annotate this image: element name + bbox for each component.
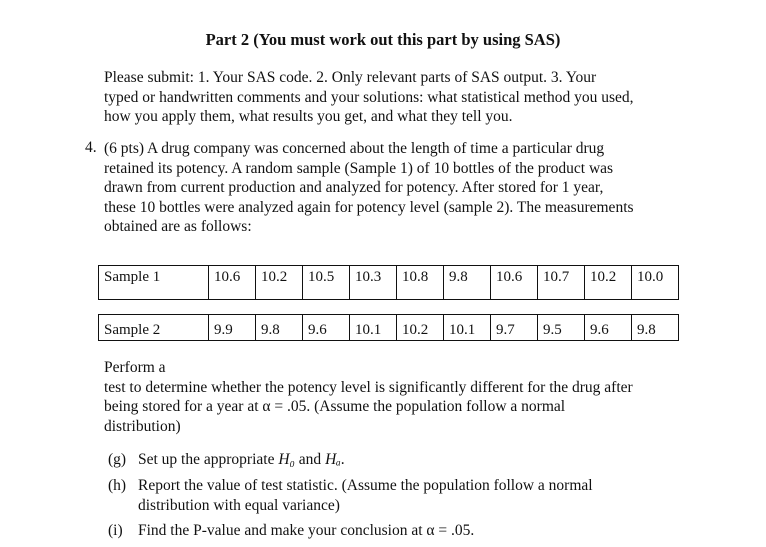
table-cell: 10.6 [209, 266, 256, 300]
problem-line: obtained are as follows: [104, 218, 252, 236]
table-cell: 10.5 [303, 266, 350, 300]
part-g [108, 450, 668, 470]
table-cell: 10.0 [632, 266, 679, 300]
table-cell: 10.6 [491, 266, 538, 300]
part-tag: (h) [108, 477, 127, 494]
question-number: 4. [85, 139, 97, 156]
section-heading: Part 2 (You must work out this part by using SAS) [205, 30, 561, 49]
table-cell: 10.3 [350, 266, 397, 300]
part-tag: (g) [108, 451, 127, 468]
row-label: Sample 1 [99, 266, 209, 300]
problem-statement [104, 139, 690, 237]
table-cell: 9.8 [256, 315, 303, 341]
instruction-line: distribution) [104, 417, 181, 435]
row-label: Sample 2 [99, 315, 209, 341]
submission-instructions [104, 68, 690, 127]
instruction-line: test to determine whether the potency level is significantly different for the drug after [104, 378, 633, 396]
part-tag: (i) [108, 522, 123, 539]
table-row-sample-1 [99, 266, 679, 300]
table-cell: 9.6 [585, 315, 632, 341]
part-h [108, 476, 678, 516]
measurements-table [98, 265, 679, 341]
instruction-line: being stored for a year at α = .05. (Assume the population follow a normal [104, 398, 566, 416]
table-cell: 9.8 [632, 315, 679, 341]
part-text: Set up the appropriate H₀ and Hₐ. [138, 451, 345, 468]
instruction-line: Perform a [104, 359, 166, 376]
part-text: Report the value of test statistic. (Assume the population follow a normal [138, 477, 593, 494]
table-row-sample-2 [99, 315, 679, 341]
table-cell: 10.1 [444, 315, 491, 341]
part-text: distribution with equal variance) [138, 496, 340, 514]
problem-line: retained its potency. A random sample (Sample 1) of 10 bottles of the product was [104, 159, 614, 177]
table-cell: 9.7 [491, 315, 538, 341]
test-instructions [104, 358, 690, 436]
table-cell: 10.7 [538, 266, 585, 300]
table-cell: 10.2 [585, 266, 632, 300]
null-hypothesis: H₀ [278, 451, 295, 468]
table-cell: 9.5 [538, 315, 585, 341]
instruction-line: how you apply them, what results you get, and what they tell you. [104, 108, 513, 126]
problem-line: drawn from current production and analyzed for potency. After stored for 1 year, [104, 179, 604, 197]
table-cell: 9.6 [303, 315, 350, 341]
table-cell: 10.2 [256, 266, 303, 300]
part-text: Find the P-value and make your conclusion at α = .05. [138, 522, 475, 539]
instruction-line: typed or handwritten comments and your solutions: what statistical method you used, [104, 88, 634, 106]
problem-line: (6 pts) A drug company was concerned about the length of time a particular drug [104, 140, 605, 157]
table-cell: 9.9 [209, 315, 256, 341]
table-cell: 9.8 [444, 266, 491, 300]
table-cell: 10.2 [397, 315, 444, 341]
alt-hypothesis: Hₐ [325, 451, 341, 468]
part-i [108, 521, 668, 541]
instruction-line: Please submit: 1. Your SAS code. 2. Only relevant parts of SAS output. 3. Your [104, 69, 597, 86]
problem-line: these 10 bottles were analyzed again for potency level (sample 2). The measurements [104, 198, 634, 216]
table-cell: 10.1 [350, 315, 397, 341]
table-cell: 10.8 [397, 266, 444, 300]
